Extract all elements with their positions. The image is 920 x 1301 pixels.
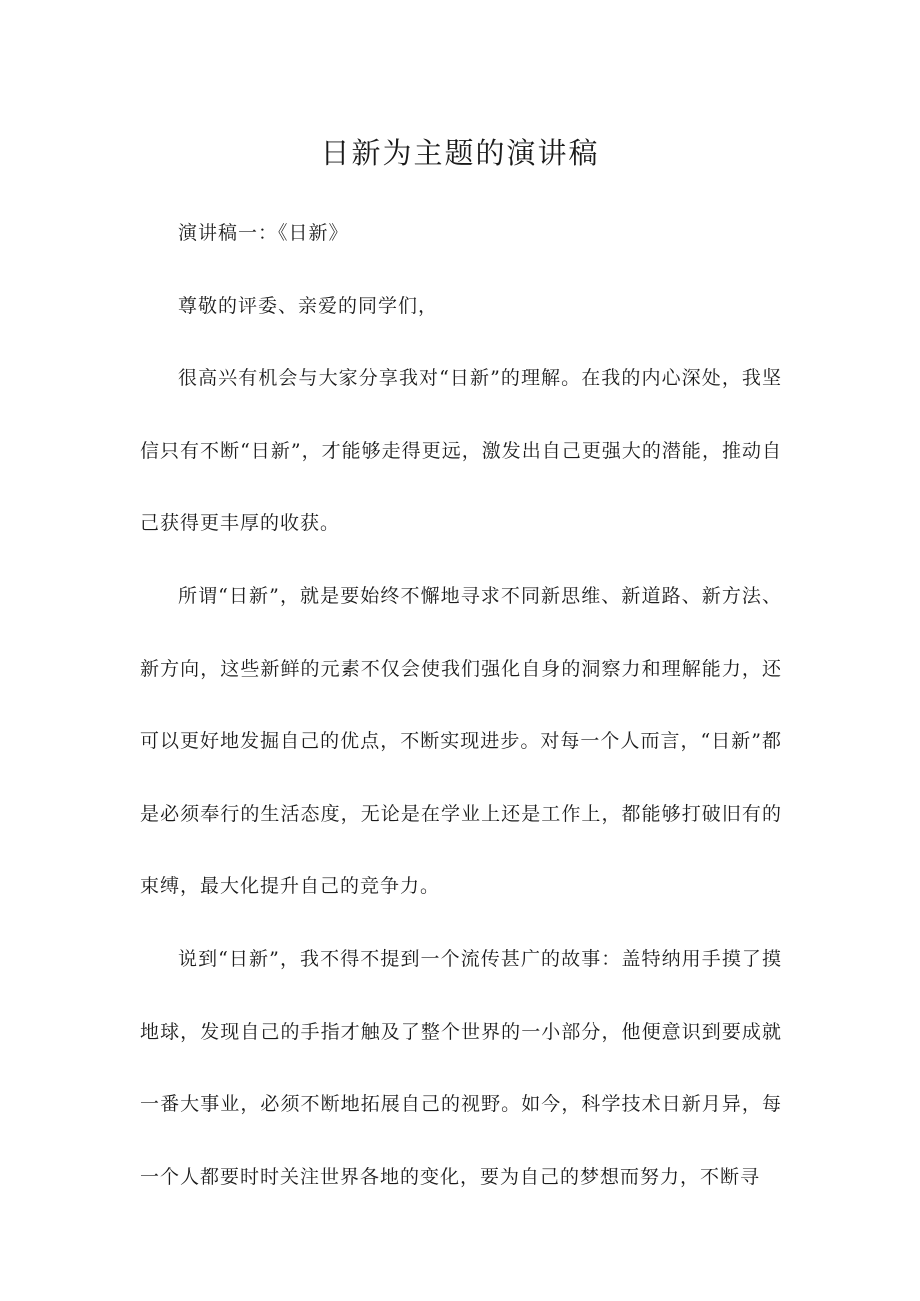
document-title: 日新为主题的演讲稿: [320, 136, 600, 170]
paragraph-speech-heading: 演讲稿一：《日新》: [178, 222, 349, 244]
document-body: [140, 197, 782, 1213]
paragraph-salutation: 尊敬的评委、亲爱的同学们，: [178, 294, 439, 317]
paragraph-definition: 所谓“日新”，就是要始终不懈地寻求不同新思维、新道路、新方法、新方向，这些新鲜的元素不仅会使我们强化自身的洞察力和理解能力，还可以更好地发掘自己的优点，不断实现进步。对每一个人而言，“日新”都是必须奉行的生活态度，无论是在学业上还是工作上，都能够打破旧有的束缚，最大化提升自己的竞争力。: [140, 584, 782, 898]
paragraph-intro: 很高兴有机会与大家分享我对“日新”的理解。在我的内心深处，我坚信只有不断“日新”，才能够走得更远，激发出自己更强大的潜能，推动自己获得更丰厚的收获。: [140, 367, 782, 535]
paragraph-story: 说到“日新”，我不得不提到一个流传甚广的故事：盖特纳用手摸了摸地球，发现自己的手指才触及了整个世界的一小部分，他便意识到要成就一番大事业，必须不断地拓展自己的视野。如今，科学技术日新月异，每一个人都要时时关注世界各地的变化，要为自己的梦想而努力，不断寻: [140, 947, 782, 1188]
